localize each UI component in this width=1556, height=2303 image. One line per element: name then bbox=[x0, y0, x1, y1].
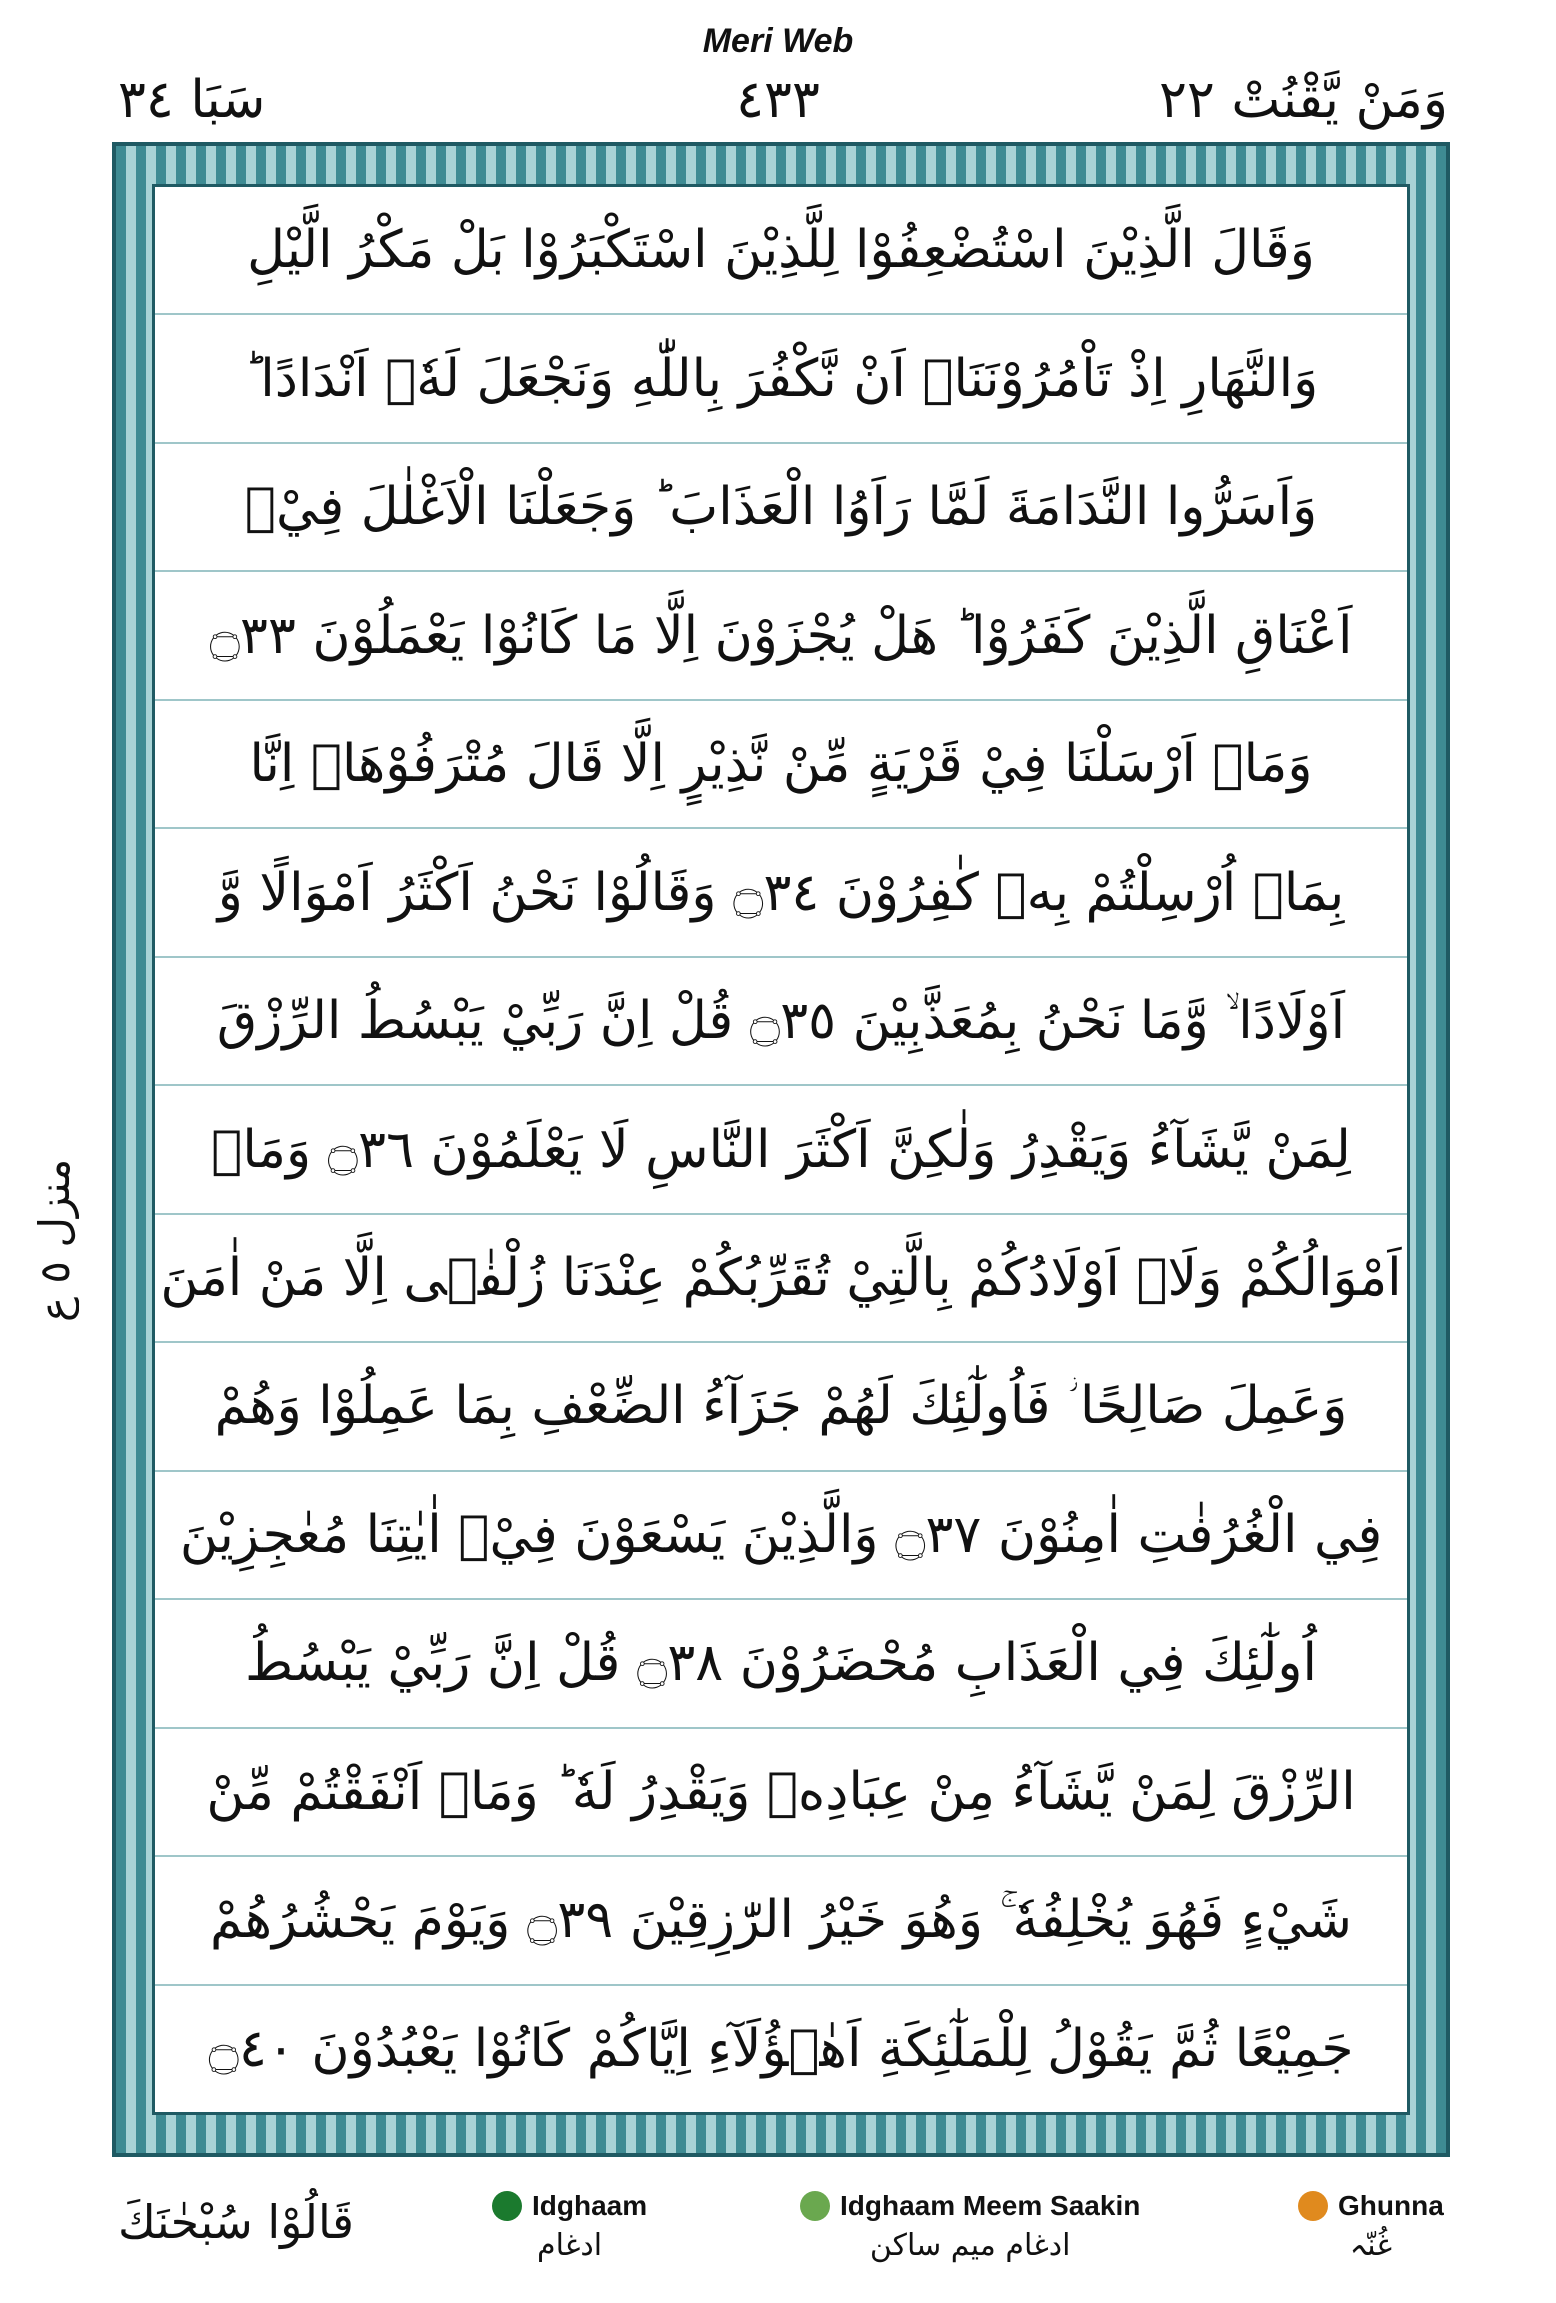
surah-name: سَبَا ٣٤ bbox=[118, 70, 266, 130]
site-name: Meri Web bbox=[702, 22, 854, 60]
legend-urdu-label: ادغام میم ساکن bbox=[869, 2228, 1071, 2263]
quran-line: وَمَاۤ اَرْسَلْنَا فِيْ قَرْيَةٍ مِّنْ نَّذِيْرٍ اِلَّا قَالَ مُتْرَفُوْهَاۤ اِنَّا bbox=[155, 701, 1407, 829]
quran-line: اَمْوَالُكُمْ وَلَاۤ اَوْلَادُكُمْ بِالَّتِيْ تُقَرِّبُكُمْ عِنْدَنَا زُلْفٰۤى اِلَّا مَنْ اٰمَنَ bbox=[155, 1215, 1407, 1343]
ghunna-color-dot bbox=[1298, 2191, 1328, 2221]
legend-label: Idghaam bbox=[532, 2190, 648, 2221]
catchword: قَالُوْا سُبْحٰنَكَ bbox=[118, 2195, 354, 2249]
legend-ghunna bbox=[1298, 2190, 1444, 2263]
idghaam-color-dot bbox=[492, 2191, 522, 2221]
legend-label: Idghaam Meem Saakin bbox=[840, 2190, 1141, 2221]
legend-label: Ghunna bbox=[1338, 2190, 1444, 2221]
quran-line: وَاَسَرُّوا النَّدَامَةَ لَمَّا رَاَوُا الْعَذَابَ ؕ وَجَعَلْنَا الْاَغْلٰلَ فِيْۤ bbox=[155, 444, 1407, 572]
quran-line: وَالنَّهَارِ اِذْ تَاْمُرُوْنَنَاۤ اَنْ نَّكْفُرَ بِاللّٰهِ وَنَجْعَلَ لَهٗۤ اَنْدَادًا ؕ bbox=[155, 315, 1407, 443]
quran-line: اَعْنَاقِ الَّذِيْنَ كَفَرُوْا ؕ هَلْ يُجْزَوْنَ اِلَّا مَا كَانُوْا يَعْمَلُوْنَ ۝٣٣ bbox=[155, 572, 1407, 700]
legend-urdu-label: ادغام bbox=[537, 2228, 603, 2263]
quran-line: فِي الْغُرُفٰتِ اٰمِنُوْنَ ۝٣٧ وَالَّذِيْنَ يَسْعَوْنَ فِيْۤ اٰيٰتِنَا مُعٰجِزِيْنَ bbox=[155, 1472, 1407, 1600]
quran-lines bbox=[155, 187, 1407, 2112]
manzil-margin-note: منزل ٥ ع bbox=[30, 1158, 79, 1322]
legend-urdu-label: غُنّہ bbox=[1349, 2228, 1393, 2263]
legend-idghaam bbox=[492, 2190, 647, 2263]
ornamental-border bbox=[112, 142, 1450, 2157]
quran-line: وَقَالَ الَّذِيْنَ اسْتُضْعِفُوْا لِلَّذِيْنَ اسْتَكْبَرُوْا بَلْ مَكْرُ الَّيْلِ bbox=[155, 187, 1407, 315]
juz-name: وَمَنْ يَّقْنُتْ ٢٢ bbox=[1159, 70, 1448, 130]
quran-line: وَعَمِلَ صَالِحًا ؗ فَاُولٰٓئِكَ لَهُمْ جَزَآءُ الضِّعْفِ بِمَا عَمِلُوْا وَهُمْ bbox=[155, 1343, 1407, 1471]
text-area bbox=[152, 184, 1410, 2115]
page-number: ٤٣٣ bbox=[736, 70, 820, 130]
idghaam-meem-saakin-color-dot bbox=[800, 2191, 830, 2221]
legend-idghaam-meem-saakin bbox=[800, 2190, 1140, 2263]
quran-line: اَوْلَادًا ۙ وَّمَا نَحْنُ بِمُعَذَّبِيْنَ ۝٣٥ قُلْ اِنَّ رَبِّيْ يَبْسُطُ الرِّزْقَ bbox=[155, 958, 1407, 1086]
quran-line: لِمَنْ يَّشَآءُ وَيَقْدِرُ وَلٰكِنَّ اَكْثَرَ النَّاسِ لَا يَعْلَمُوْنَ ۝٣٦ وَمَاۤ bbox=[155, 1086, 1407, 1214]
quran-line: جَمِيْعًا ثُمَّ يَقُوْلُ لِلْمَلٰٓئِكَةِ اَهٰۤؤُلَآءِ اِيَّاكُمْ كَانُوْا يَعْبُدُوْنَ ۝٤٠ bbox=[208, 2018, 1354, 2079]
quran-line: اُولٰٓئِكَ فِي الْعَذَابِ مُحْضَرُوْنَ ۝٣٨ قُلْ اِنَّ رَبِّيْ يَبْسُطُ bbox=[155, 1600, 1407, 1728]
quran-line: بِمَاۤ اُرْسِلْتُمْ بِهٖ كٰفِرُوْنَ ۝٣٤ وَقَالُوْا نَحْنُ اَكْثَرُ اَمْوَالًا وَّ bbox=[155, 829, 1407, 957]
quran-line: الرِّزْقَ لِمَنْ يَّشَآءُ مِنْ عِبَادِهٖ وَيَقْدِرُ لَهٗ ؕ وَمَاۤ اَنْفَقْتُمْ مِّنْ bbox=[155, 1729, 1407, 1857]
quran-line: شَيْءٍ فَهُوَ يُخْلِفُهٗ ۚ وَهُوَ خَيْرُ الرّٰزِقِيْنَ ۝٣٩ وَيَوْمَ يَحْشُرُهُمْ bbox=[155, 1857, 1407, 1985]
